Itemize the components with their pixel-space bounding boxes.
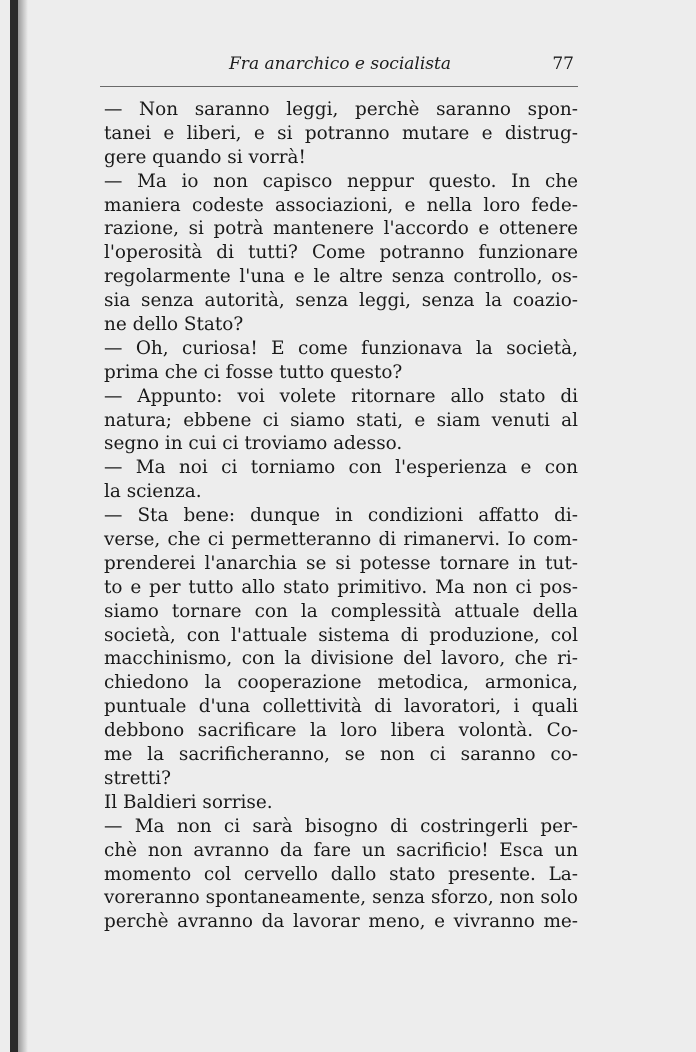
text-line: prenderei l'anarchia se si potesse tornare in tut- <box>104 552 578 574</box>
text-line: l'operosità di tutti? Come potranno funzionare <box>104 242 578 264</box>
text-line: la scienza. <box>104 481 202 503</box>
text-line: segno in cui ci troviamo adesso. <box>104 433 403 455</box>
text-line: Il Baldieri sorrise. <box>104 791 273 813</box>
text-line: ne dello Stato? <box>104 314 244 336</box>
text-line: perchè avranno da lavorar meno, e vivranno me- <box>104 911 578 933</box>
text-line: macchinismo, con la divisione del lavoro, che ri- <box>104 648 578 670</box>
text-line: razione, si potrà mantenere l'accordo e ottenere <box>104 218 578 240</box>
text-line: chè non avranno da fare un sacrificio! Esca un <box>104 839 578 861</box>
text-line: verse, che ci permetteranno di rimanervi. Io com- <box>104 529 578 551</box>
text-line: puntuale d'una collettività di lavoratori, i quali <box>104 696 578 718</box>
text-line: prima che ci fosse tutto questo? <box>104 361 403 383</box>
text-line: — Non saranno leggi, perchè saranno spon- <box>104 99 578 120</box>
binding-edge <box>10 0 18 1052</box>
text-line: stretti? <box>104 767 172 789</box>
text-line: — Ma non ci sarà bisogno di costringerli per- <box>104 815 578 837</box>
text-line: regolarmente l'una e le altre senza controllo, os- <box>104 266 578 288</box>
text-line: — Oh, curiosa! E come funzionava la società, <box>104 337 578 359</box>
page-number: 77 <box>552 54 574 74</box>
text-line: società, con l'attuale sistema di produzione, col <box>104 624 578 646</box>
text-line: maniera codeste associazioni, e nella loro fede- <box>104 194 578 216</box>
text-line: gere quando si vorrà! <box>104 146 306 168</box>
text-line: — Appunto: voi volete ritornare allo stato di <box>104 385 578 407</box>
text-line: — Sta bene: dunque in condizioni affatto di- <box>104 505 578 527</box>
text-line: — Ma io non capisco neppur questo. In che <box>104 170 578 192</box>
text-line: debbono sacrificare la loro libera volontà. Co- <box>104 720 578 742</box>
text-line: tanei e liberi, e si potranno mutare e distrug- <box>104 122 578 144</box>
header-rule <box>100 86 578 87</box>
text-line: me la sacrificheranno, se non ci saranno co- <box>104 744 578 766</box>
body-text <box>104 98 578 934</box>
running-title: Fra anarchico e socialista <box>229 54 451 74</box>
text-line: momento col cervello dallo stato presente. La- <box>104 863 578 885</box>
running-head <box>100 52 580 78</box>
binding-shadow <box>18 0 28 1052</box>
text-line: voreranno spontaneamente, senza sforzo, non solo <box>104 887 578 909</box>
text-line: chiedono la cooperazione metodica, armonica, <box>104 672 578 694</box>
text-line: — Ma noi ci torniamo con l'esperienza e con <box>104 457 578 479</box>
text-line: siamo tornare con la complessità attuale della <box>104 600 578 622</box>
text-line: sia senza autorità, senza leggi, senza la coazio- <box>104 290 578 312</box>
text-line: natura; ebbene ci siamo stati, e siam venuti al <box>104 409 578 431</box>
text-line: to e per tutto allo stato primitivo. Ma non ci pos- <box>104 576 578 598</box>
